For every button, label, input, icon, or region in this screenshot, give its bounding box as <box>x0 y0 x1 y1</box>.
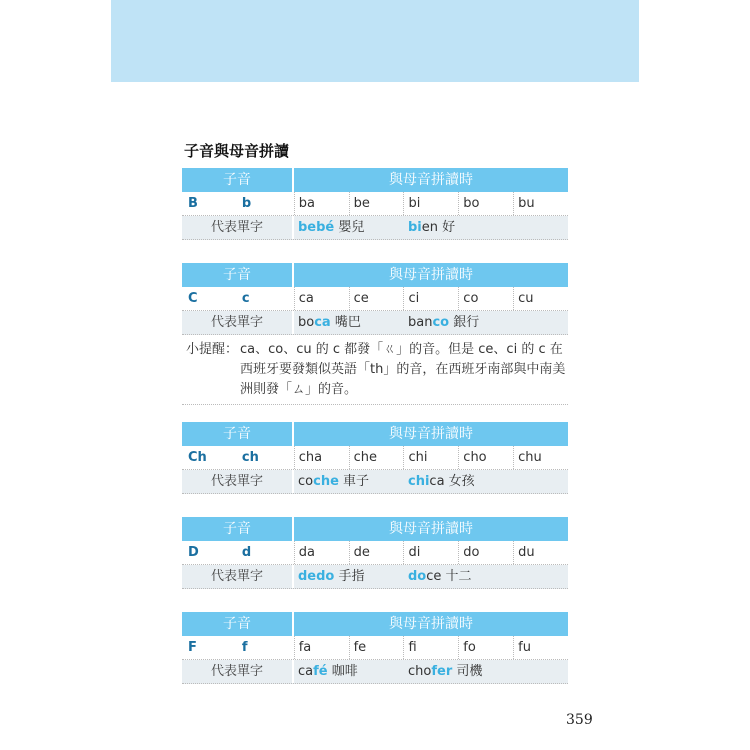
example-word <box>404 565 514 588</box>
example-word <box>294 216 404 239</box>
word-prefix: bo <box>298 315 315 330</box>
table-header <box>182 517 568 541</box>
example-word <box>404 311 514 334</box>
consonant-upper: C <box>188 291 198 306</box>
word-meaning: 咖啡 <box>327 664 358 679</box>
syllable-cell: do <box>458 541 513 564</box>
header-consonant: 子音 <box>223 616 251 632</box>
example-word <box>404 216 514 239</box>
header-combined: 與母音拼讀時 <box>389 426 473 442</box>
syllable-cell: chu <box>513 446 568 469</box>
consonant-lower: d <box>241 545 252 560</box>
syllable-cell: fa <box>294 636 349 659</box>
word-highlight: bebé <box>298 220 335 235</box>
word-highlight: che <box>313 474 339 489</box>
consonant-table-ch <box>182 422 568 494</box>
word-highlight: fer <box>431 664 453 679</box>
tip-lead: 小提醒： <box>186 342 239 357</box>
word-prefix: cho <box>408 664 432 679</box>
example-word <box>294 660 404 683</box>
word-suffix: en <box>421 220 439 235</box>
page-number: 359 <box>566 712 593 728</box>
header-consonant: 子音 <box>223 267 251 283</box>
consonant-lower: ch <box>241 450 259 465</box>
table-header <box>182 168 568 192</box>
example-label: 代表單字 <box>210 664 263 679</box>
word-meaning: 司機 <box>452 664 483 679</box>
syllable-row <box>182 636 568 660</box>
consonant-table-b <box>182 168 568 240</box>
word-meaning: 手指 <box>334 569 365 584</box>
syllable-cell: fu <box>513 636 568 659</box>
tip-note <box>182 340 568 405</box>
header-consonant: 子音 <box>223 426 251 442</box>
example-row <box>182 660 568 684</box>
word-meaning: 十二 <box>441 569 472 584</box>
word-meaning: 嬰兒 <box>334 220 365 235</box>
word-highlight: chi <box>408 474 430 489</box>
syllable-cell: cu <box>513 287 568 310</box>
consonant-lower: f <box>241 640 248 655</box>
example-word <box>404 470 514 493</box>
syllable-cell: cha <box>294 446 349 469</box>
syllable-row <box>182 541 568 565</box>
syllable-cell: bo <box>458 192 513 215</box>
consonant-table-c <box>182 263 568 335</box>
consonant-upper: D <box>188 545 199 560</box>
word-highlight: do <box>408 569 427 584</box>
header-combined: 與母音拼讀時 <box>389 521 473 537</box>
word-prefix: ban <box>408 315 433 330</box>
syllable-cell: ce <box>349 287 404 310</box>
example-label: 代表單字 <box>210 220 263 235</box>
word-suffix: ca <box>429 474 445 489</box>
example-label: 代表單字 <box>210 569 263 584</box>
example-word <box>294 470 404 493</box>
word-meaning: 女孩 <box>444 474 475 489</box>
consonant-table-d <box>182 517 568 589</box>
syllable-row <box>182 192 568 216</box>
consonant-lower: b <box>241 196 252 211</box>
header-consonant: 子音 <box>223 172 251 188</box>
word-prefix: ca <box>298 664 314 679</box>
example-row <box>182 470 568 494</box>
example-row <box>182 216 568 240</box>
word-meaning: 好 <box>438 220 456 235</box>
header-combined: 與母音拼讀時 <box>389 267 473 283</box>
syllable-row <box>182 446 568 470</box>
consonant-upper: F <box>188 640 197 655</box>
word-meaning: 嘴巴 <box>330 315 361 330</box>
header-combined: 與母音拼讀時 <box>389 616 473 632</box>
example-word <box>404 660 514 683</box>
word-highlight: dedo <box>298 569 335 584</box>
example-row <box>182 565 568 589</box>
header-band <box>111 0 639 82</box>
header-combined: 與母音拼讀時 <box>389 172 473 188</box>
syllable-cell: fe <box>349 636 404 659</box>
example-word <box>294 565 404 588</box>
example-label: 代表單字 <box>210 474 263 489</box>
syllable-row <box>182 287 568 311</box>
syllable-cell: ca <box>294 287 349 310</box>
syllable-cell: ci <box>403 287 458 310</box>
syllable-cell: co <box>458 287 513 310</box>
syllable-cell: du <box>513 541 568 564</box>
consonant-upper: Ch <box>188 450 207 465</box>
consonant-upper: B <box>188 196 198 211</box>
consonant-table-f <box>182 612 568 684</box>
word-meaning: 銀行 <box>449 315 480 330</box>
word-highlight: ca <box>314 315 331 330</box>
syllable-cell: chi <box>403 446 458 469</box>
example-row <box>182 311 568 335</box>
word-suffix: ce <box>426 569 442 584</box>
tip-text: ca、co、cu 的 c 都發「ㄍ」的音。但是 ce、ci 的 c 在西班牙要發類似英語「th」的音，在西班牙南部與中南美洲則發「ㄙ」的音。 <box>240 342 566 397</box>
syllable-cell: bi <box>403 192 458 215</box>
word-meaning: 車子 <box>338 474 370 489</box>
syllable-cell: da <box>294 541 349 564</box>
syllable-cell: fi <box>403 636 458 659</box>
section-title: 子音與母音拼讀 <box>184 142 290 160</box>
table-header <box>182 612 568 636</box>
syllable-cell: fo <box>458 636 513 659</box>
word-highlight: fé <box>313 664 328 679</box>
syllable-cell: be <box>349 192 404 215</box>
word-prefix: co <box>298 474 314 489</box>
header-consonant: 子音 <box>223 521 251 537</box>
consonant-lower: c <box>241 291 250 306</box>
example-label: 代表單字 <box>210 315 263 330</box>
syllable-cell: ba <box>294 192 349 215</box>
syllable-cell: de <box>349 541 404 564</box>
syllable-cell: di <box>403 541 458 564</box>
example-word <box>294 311 404 334</box>
syllable-cell: che <box>349 446 404 469</box>
table-header <box>182 422 568 446</box>
word-highlight: co <box>432 315 450 330</box>
word-highlight: bi <box>408 220 422 235</box>
syllable-cell: bu <box>513 192 568 215</box>
table-header <box>182 263 568 287</box>
syllable-cell: cho <box>458 446 513 469</box>
